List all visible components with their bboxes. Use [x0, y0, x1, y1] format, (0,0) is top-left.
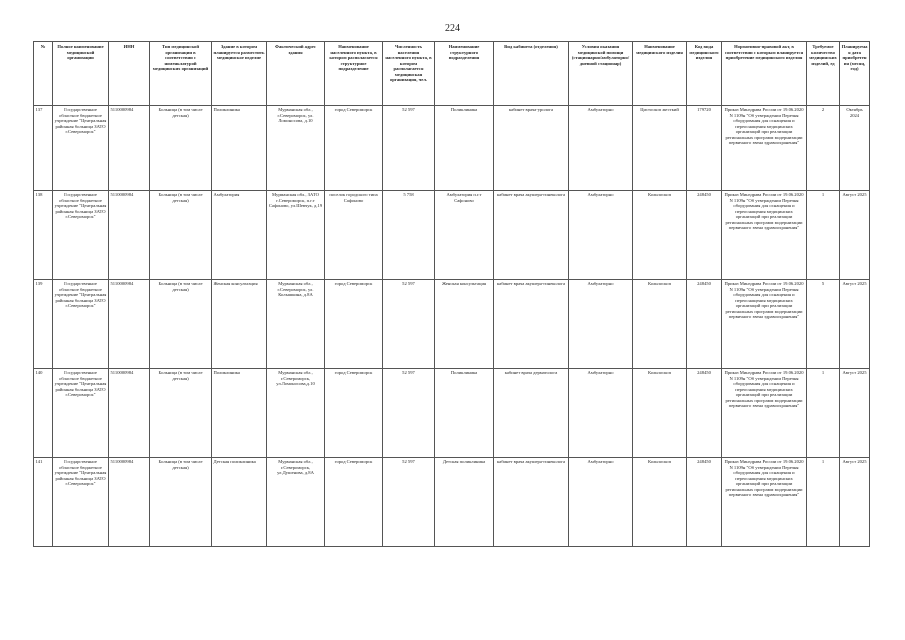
- cell-unit: Поликлиника: [435, 106, 494, 191]
- table-header-row: [34, 42, 870, 106]
- cell-code: 179720: [687, 106, 722, 191]
- col-header-population: Численность населения населенного пункта, в котором располагается медицинская организация, чел.: [383, 42, 435, 106]
- cell-settlement: город Североморск: [325, 458, 383, 547]
- cell-qty: 1: [807, 458, 840, 547]
- cell-settlement: поселок городского типа Сафоново: [325, 191, 383, 280]
- cell-date: Октябрь 2024: [840, 106, 870, 191]
- cell-type: Больница (в том числе детская): [150, 280, 212, 369]
- cell-population: 5 758: [383, 191, 435, 280]
- cell-org: Государственное областное бюджетное учреждение "Центральная районная больница ЗАТО г.Североморск": [53, 458, 109, 547]
- cell-address: Мурманская обл., г.Североморск, ул.Ломоносова,д.10: [267, 369, 325, 458]
- cell-address: Мурманская обл., ЗАТО г.Североморск, п.г.т Сафоново, ул.Шевчук, д.19: [267, 191, 325, 280]
- col-header-act: Нормативно-правовой акт, в соответствии с которым планируется приобретение медицинского изделия: [722, 42, 807, 106]
- col-header-device: Наименование медицинского изделия: [633, 42, 687, 106]
- equipment-table: [33, 41, 870, 547]
- cell-building: Женская консультация: [212, 280, 267, 369]
- cell-unit: Поликлиника: [435, 369, 494, 458]
- cell-device: Кольпоскоп: [633, 280, 687, 369]
- table-row: [34, 458, 870, 547]
- cell-qty: 5: [807, 280, 840, 369]
- col-header-date: Планируемая дата приобретения (месяц, год): [840, 42, 870, 106]
- cell-building: Поликлиника: [212, 106, 267, 191]
- col-header-cabinet: Вид кабинета (отделения): [494, 42, 569, 106]
- col-header-address: Фактический адрес здания: [267, 42, 325, 106]
- cell-act: Приказ Минздрава России от 19.06.2020 N 1109н "Об утверждении Перечня оборудования для оснащения и переоснащения медицинских организаций при реализации региональных программ модернизации первичного звена здравоохранения": [722, 458, 807, 547]
- cell-org: Государственное областное бюджетное учреждение "Центральная районная больница ЗАТО г.Североморск": [53, 280, 109, 369]
- cell-type: Больница (в том числе детская): [150, 191, 212, 280]
- cell-date: Август 2025: [840, 191, 870, 280]
- cell-num: 138: [34, 191, 53, 280]
- col-header-conditions: Условия оказания медицинской помощи (стационарно/амбулаторно/дневной стационар): [569, 42, 633, 106]
- cell-settlement: город Североморск: [325, 369, 383, 458]
- cell-code: 248450: [687, 280, 722, 369]
- col-header-settlement: Наименование населенного пункта, в котором располагается структурное подразделение: [325, 42, 383, 106]
- table-row: [34, 369, 870, 458]
- cell-population: 52 597: [383, 106, 435, 191]
- cell-inn: 5110000984: [109, 458, 150, 547]
- cell-unit: Женская консультация: [435, 280, 494, 369]
- cell-conditions: Амбулаторно: [569, 369, 633, 458]
- cell-address: Мурманская обл., г.Североморск, ул.Душенова, д.8А: [267, 458, 325, 547]
- cell-cabinet: кабинет врача акушера-гинеколога: [494, 458, 569, 547]
- cell-population: 52 597: [383, 458, 435, 547]
- cell-population: 52 597: [383, 280, 435, 369]
- cell-type: Больница (в том числе детская): [150, 458, 212, 547]
- cell-conditions: Амбулаторно: [569, 280, 633, 369]
- cell-num: 140: [34, 369, 53, 458]
- cell-cabinet: кабинет врача акушера-гинеколога: [494, 280, 569, 369]
- col-header-org: Полное наименование медицинской организации: [53, 42, 109, 106]
- cell-code: 248450: [687, 369, 722, 458]
- cell-unit: Амбулатория п.г.т Сафоново: [435, 191, 494, 280]
- table-row: [34, 191, 870, 280]
- page-number: 224: [445, 23, 460, 34]
- cell-unit: Детская поликлиника: [435, 458, 494, 547]
- cell-inn: 5110000984: [109, 369, 150, 458]
- table-row: [34, 280, 870, 369]
- cell-num: 139: [34, 280, 53, 369]
- col-header-qty: Требуемое количество медицинских изделий, ед: [807, 42, 840, 106]
- col-header-unit: Наименование структурного подразделения: [435, 42, 494, 106]
- cell-device: Цистоскоп жесткий: [633, 106, 687, 191]
- cell-qty: 1: [807, 191, 840, 280]
- cell-type: Больница (в том числе детская): [150, 369, 212, 458]
- cell-cabinet: кабинет врача дерматолога: [494, 369, 569, 458]
- cell-date: Август 2025: [840, 280, 870, 369]
- cell-code: 248450: [687, 191, 722, 280]
- col-header-inn: ИНН: [109, 42, 150, 106]
- cell-settlement: город Североморск: [325, 280, 383, 369]
- cell-population: 52 597: [383, 369, 435, 458]
- table-row: [34, 106, 870, 191]
- col-header-num: №: [34, 42, 53, 106]
- col-header-building: Здание в котором планируется разместить медицинское изделие: [212, 42, 267, 106]
- cell-device: Кольпоскоп: [633, 458, 687, 547]
- cell-device: Кольпоскоп: [633, 191, 687, 280]
- cell-inn: 5110000984: [109, 191, 150, 280]
- cell-org: Государственное областное бюджетное учреждение "Центральная районная больница ЗАТО г.Североморск": [53, 191, 109, 280]
- cell-code: 248450: [687, 458, 722, 547]
- cell-qty: 1: [807, 369, 840, 458]
- cell-cabinet: кабинет врача-уролога: [494, 106, 569, 191]
- cell-address: Мурманская обл., г.Североморск, ул. Ломоносова, д.10: [267, 106, 325, 191]
- cell-org: Государственное областное бюджетное учреждение "Центральная районная больница ЗАТО г.Североморск": [53, 106, 109, 191]
- cell-date: Август 2025: [840, 458, 870, 547]
- cell-conditions: Амбулаторно: [569, 191, 633, 280]
- col-header-type: Тип медицинской организации в соответствии с номенклатурой медицинских организаций: [150, 42, 212, 106]
- cell-org: Государственное областное бюджетное учреждение "Центральная районная больница ЗАТО г.Североморск": [53, 369, 109, 458]
- cell-building: Детская поликлиника: [212, 458, 267, 547]
- cell-num: 141: [34, 458, 53, 547]
- cell-building: Поликлиника: [212, 369, 267, 458]
- col-header-code: Код вида медицинского изделия: [687, 42, 722, 106]
- cell-building: Амбулатория: [212, 191, 267, 280]
- cell-act: Приказ Минздрава России от 19.06.2020 N 1109н "Об утверждении Перечня оборудования для оснащения и переоснащения медицинских организаций при реализации региональных программ модернизации первичного звена здравоохранения": [722, 280, 807, 369]
- cell-act: Приказ Минздрава России от 19.06.2020 N 1109н "Об утверждении Перечня оборудования для оснащения и переоснащения медицинских организаций при реализации региональных программ модернизации первичного звена здравоохранения": [722, 369, 807, 458]
- cell-inn: 5110000984: [109, 106, 150, 191]
- cell-settlement: город Североморск: [325, 106, 383, 191]
- cell-address: Мурманская обл., г.Североморск, ул. Колышкина, д.8А: [267, 280, 325, 369]
- cell-act: Приказ Минздрава России от 19.06.2020 N 1109н "Об утверждении Перечня оборудования для оснащения и переоснащения медицинских организаций при реализации региональных программ модернизации первичного звена здравоохранения": [722, 191, 807, 280]
- cell-cabinet: кабинет врача акушера-гинеколога: [494, 191, 569, 280]
- cell-act: Приказ Минздрава России от 19.06.2020 N 1109н "Об утверждении Перечня оборудования для оснащения и переоснащения медицинских организаций при реализации региональных программ модернизации первичного звена здравоохранения": [722, 106, 807, 191]
- cell-device: Кольпоскоп: [633, 369, 687, 458]
- cell-qty: 2: [807, 106, 840, 191]
- cell-type: Больница (в том числе детская): [150, 106, 212, 191]
- cell-num: 137: [34, 106, 53, 191]
- cell-inn: 5110000984: [109, 280, 150, 369]
- cell-date: Август 2025: [840, 369, 870, 458]
- cell-conditions: Амбулаторно: [569, 106, 633, 191]
- cell-conditions: Амбулаторно: [569, 458, 633, 547]
